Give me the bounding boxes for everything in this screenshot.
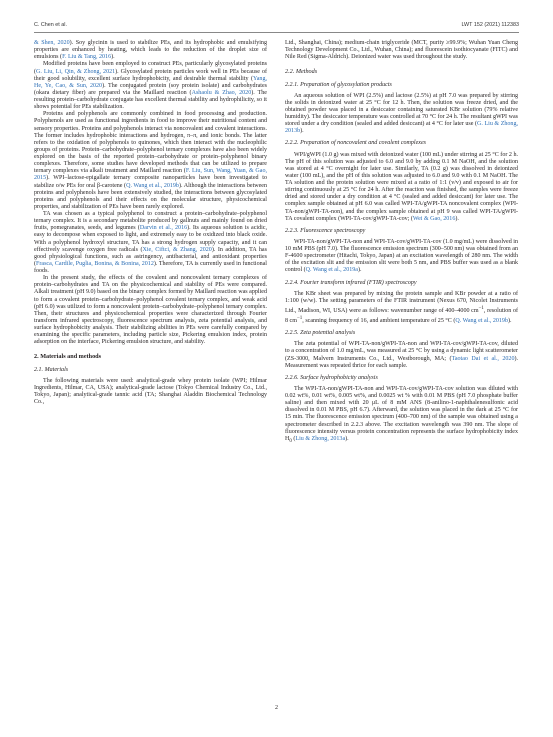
paragraph: An aqueous solution of WPI (2.5%) and lactose (2.5%) at pH 7.0 was prepared by stirring the solids in deionized water at 25 °C for 12 h. Then, the solution was freeze dried, and the obtained powder was placed in a desiccator containing saturated KBr solution (79% relative humidity). The desiccator temperature was controlled at 70 °C for 24 h. The resultant gWPI was stored under a dry condition (sealed and added desiccant) at 4 °C for later use (G. Liu & Zhong, 2013b). [285, 92, 518, 135]
page-number: 2 [275, 705, 278, 711]
subsection-heading: 2.2.6. Surface hydrophobicity analysis [285, 374, 378, 381]
paragraph: The WPI-TA-non/gWPI-TA-non and WPI-TA-cov/gWPI-TA-cov solution was diluted with 0.02 wt%, 0.01 wt%, 0.005 wt%, and 0.0025 wt % with 0.01 M PBS (pH 7.0 phosphate buffer saline) and then mixed with 20 μL of 8 mM ANS (8-anilino-1-naphthalenesulfonic acid dissolved in 0.01 M PBS, pH 6.7). Afterward, the solution was placed in the dark at 25 °C for 15 min. The fluorescence emission spectrum (400–700 nm) of the sample was obtained using a spectrometer described in 2.2.3 above. The excitation wavelength was 390 nm. The slope of fluorescence intensity versus protein concentration represents the surface hydrophobicity index $H_0$ (Liu & Zhong, 2013a). [285, 385, 518, 444]
paragraph: & Shen, 2020). Soy glycinin is used to stabilize PEs, and its hydrophobic and emulsifying properties are enhanced by heating, which leads to the reduction of the droplet size of emulsions (F. Liu & Tang, 2016). [34, 40, 267, 61]
paragraph: In the present study, the effects of the covalent and noncovalent ternary complexes of protein–carbohydrates and TA on the physicochemical and stability of PEs were compared. Alkali treatment (pH 9.0) based on the binary complex formed by Maillard reaction was applied to form a covalent protein–carbohydrate–polyphenol covalent ternary complex, and weak acid (pH 6.0) was utilized to form a noncovalent protein–carbohydrate–polyphenol ternary complex. Then, their structures and physicochemical properties were characterized through Fourier transform infrared spectroscopy, fluorescence spectrum analysis, zeta potential analysis, and surface hydrophobicity analysis. Their stabilizing abilities in PEs were carefully compared by examining the specific parameters, including particle size, Pickering emulsion index, protein adsorption on the interface, Pickering emulsion structure, and stability. [34, 275, 267, 346]
citation-link[interactable]: G. Liu, Li, Qin, & Zhong, 2021 [36, 68, 116, 75]
citation-link[interactable]: Ashaolu & Zhao, 2020 [191, 89, 252, 96]
subsection-heading: 2.2.5. Zeta potential analysis [285, 330, 356, 337]
paragraph: Modified proteins have been employed to construct PEs, particularly glycosylated proteins (G. Liu, Li, Qin, & Zhong, 2021). Glycosylated protein particles work well in PEs because of their good solubility, excellent surface hydrophobicity, and desirable thermal stability (Yang, He, Ye, Cao, & Sun, 2020). The conjugated protein (soy protein isolate) and carbohydrates (okara dietary fiber) are prepared via the Maillard reaction (Ashaolu & Zhao, 2020). The resulting protein–carbohydrate conjugate has excellent thermal stability and hydrophilicity, so it shows potential for PEs stabilization. [34, 61, 267, 111]
header-rule [34, 32, 519, 33]
citation-link[interactable]: Liu & Zhong, 2013a [295, 435, 346, 442]
right-column [285, 40, 518, 445]
paragraph: TA was chosen as a typical polyphenol to construct a protein–carbohydrate–polyphenol ternary complex. It is a secondary metabolite produced by gallnuts and mainly found on dried fruits, pomegranates, seeds, and legumes (Darvin et al., 2016). Its aqueous solution is acidic, easy to decompose when exposed to light, and extremely easy to be oxidized into black oxide. With a polyphenol hydroxyl structure, TA has a strong hydrogen supply capacity, and it can effectively scavenge oxygen free radicals (Xie, Ciftci, & Zhang, 2020). In addition, TA has good physiological functions, such as astringency, antibacterial, and antioxidant properties (Frasca, Cardile, Puglia, Bonina, & Bonina, 2012). Therefore, TA is currently used in functional foods. [34, 211, 268, 274]
citation-link[interactable]: Q. Wang et al., 2019b [455, 318, 508, 325]
citation-link[interactable]: G. Liu & Zhong, 2013b [285, 121, 518, 135]
section-heading: 2. Materials and methods [34, 353, 102, 361]
subsection-heading: 2.1. Materials [34, 366, 69, 373]
paragraph: WPI-TA-non/gWPI-TA-non and WPI-TA-cov/gWPI-TA-cov (1.0 mg/mL) were dissolved in 10 mM PBS (pH 7.0). The fluorescence emission spectrum (300–500 nm) was obtained from an F-4600 spectrometer (Hitachi, Tokyo, Japan) at an excitation wavelength of 280 nm. The width of the excitation slit and the emission slit were both 5 nm, and PBS buffer was used as a blank control (Q. Wang et al., 2019a). [285, 238, 518, 274]
paragraph: WPI/gWPI (1.0 g) was mixed with deionized water (100 mL) under stirring at 25 °C for 2 h. The pH of this solution was adjusted to 6.0 and 9.0 by adding 0.1 M NaOH, and the solution was stored at 4 °C overnight for later use. Similarly, TA (0.2 g) was dissolved in deionized water (100 mL), and the pH of this solution was adjusted to 6.0 and 9.0 with 0.1 M NaOH. The TA solution and the protein solution were mixed at a ratio of 1:1 (v/v) and exposed to air for stirring continuously at 25 °C for 24 h. After the reaction was finished, the samples were freeze dried and stored under a dry condition at 4 °C (sealed and added desiccant) for later use. The complex sample obtained at pH 6.0 was called WPI-TA/gWPI-TA noncovalent complex (WPI-TA-non/gWPI-TA-non), and the complex sample obtained at pH 9 was called WPI-TA/gWPI-TA covalent complex (WPI-TA-cov/gWPI-TA-cov; (Wei & Gao, 2016). [285, 151, 518, 222]
running-header-authors: C. Chen et al. [34, 22, 67, 28]
citation-link[interactable]: Q. Wang et al., 2019a [305, 267, 358, 274]
left-column [34, 40, 267, 406]
paragraph: Proteins and polyphenols are commonly combined in food processing and production. Polyphenols are used as functional ingredients in food to improve their nutritional content and sensory properties. Proteins and polyphenols interact via noncovalent and covalent interactions. The former includes hydrophobic interactions and hydrogen, π–π, and ionic bonds. The latter refers to the oxidation of polyphenols to quinones, which then interact with the nucleophilic groups of proteins. Protein–carbohydrate–polyphenol ternary complexes have also been widely explored on the basis of the reported protein–carbohydrate or protein–polyphenol binary complexes. Therefore, some studies have developed methods that can be utilized to prepare ternary complexes via alkali treatment and Maillard reaction (F. Liu, Sun, Wang, Yuan, & Gao, 2015). WPI–lactose-epigallate ternary composite nanoparticles have been investigated to stabilize o/w PEs for oral β-carotene (Q. Wang et al., 2019b). Although the interactions between proteins and polyphenols have been extensively studied, the interactions between glycosylated proteins and polyphenols and their effects on the molecular structure, physicochemical properties, and stabilization of PEs have been rarely explored. [34, 111, 268, 210]
subsection-heading: 2.2.4. Fourier transform infrared (FTIR) spectroscopy [285, 279, 417, 286]
citation-link[interactable]: Darvin et al., 2016 [139, 225, 188, 232]
citation-link[interactable]: Frasca, Cardile, Puglia, Bonina, & Bonina, 2012 [36, 260, 154, 267]
subsection-heading: 2.2.2. Preparation of noncovalent and covalent complexes [285, 140, 427, 147]
section-heading: 2.2. Methods [285, 68, 318, 76]
subsection-heading: 2.2.3. Fluorescence spectroscopy [285, 227, 366, 234]
subsection-heading: 2.2.1. Preparation of glycosylation products [285, 81, 392, 88]
citation-link[interactable]: Yang, He, Ye, Cao, & Sun, 2020 [34, 75, 267, 89]
citation-link[interactable]: Taotao Dai et al., 2020 [451, 355, 515, 362]
citation-link[interactable]: F. Liu & Tang, 2016 [62, 54, 112, 61]
citation-link[interactable]: Wei & Gao, 2016 [412, 215, 456, 222]
paragraph: The KBr sheet was prepared by mixing the protein sample and KBr powder at a ratio of 1:100 (w/w). The setting parameters of the FTIR instrument (Nexus 670, Nicolet Instruments Ltd., Madison, WI, USA) were as follows: wavenumber range of 400–4000 $cm^{-1}$, resolution of 8 $cm^{-1}$, scanning frequency of 16, and ambient temperature of 25 °C (Q. Wang et al., 2019b). [285, 290, 518, 325]
citation-link[interactable]: & Shen, 2020 [34, 40, 70, 46]
citation-link[interactable]: F. Liu, Sun, Wang, Yuan, & Gao, 2015 [34, 168, 267, 182]
paragraph: The zeta potential of WPI-TA-non/gWPI-TA-non and WPI-TA-cov/gWPI-TA-cov, diluted to a concentration of 1.0 mg/mL, was measured at 25 °C by using a dynamic light scatterometer (ZS-3000, Malvern Instruments Co., Ltd., Westborough, MA; (Taotao Dai et al., 2020). Measurement was repeated thrice for each sample. [285, 341, 518, 369]
citation-link[interactable]: Xie, Ciftci, & Zhang, 2020 [142, 246, 212, 253]
citation-link[interactable]: Q. Wang et al., 2019b [126, 182, 179, 189]
running-header-journal: LWT 152 (2021) 112383 [461, 22, 519, 28]
paragraph: The following materials were used: analytical-grade whey protein isolate (WPI; Hilmar Ingredients, Hilmar, CA, USA); analytical-grade lactose (Tokyo Chemical Industry Co., Ltd., Tokyo, Japan); analytical-grade tannic acid (TA; Shanghai Aladdin Biochemical Technology Co., [34, 377, 267, 405]
paragraph: Ltd., Shanghai, China); medium-chain triglyceride (MCT, purity ≥99.9%; Wuhan Yuan Cheng Technology Development Co., Ltd., Wuhan, China); and fluorescein isothiocyanate (FITC) and Nile Red (Sigma-Aldrich). Deionized water was used throughout the study. [285, 40, 518, 61]
